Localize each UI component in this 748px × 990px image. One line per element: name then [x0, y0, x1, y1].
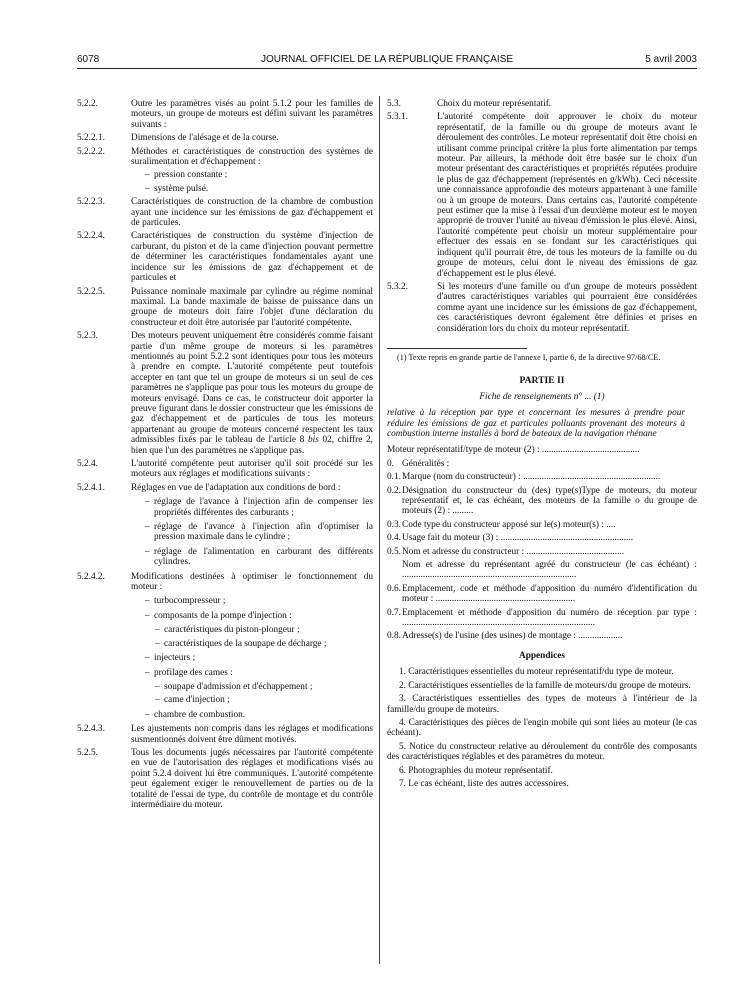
paragraph-text: Les ajustements non compris dans les réglages et modifications susmentionnés doivent être dûment motivés.	[131, 724, 373, 745]
appendix-item: 6. Photographies du moteur représentatif.	[399, 765, 553, 776]
form-text: Généralités :	[402, 458, 450, 469]
list-item: – système pulsé.	[145, 184, 373, 194]
part-title: PARTIE II	[519, 375, 565, 387]
paragraph-5-2-2-3	[77, 197, 373, 228]
page-header	[77, 54, 697, 68]
form-line-0-1	[387, 472, 697, 482]
list-item: – caractéristiques du piston-plongeur ;	[155, 625, 373, 635]
form-line-0	[387, 459, 697, 469]
column-divider	[379, 96, 380, 964]
paragraph-number: 5.2.2.4.	[77, 231, 105, 242]
paragraph-5-2-4-2	[77, 572, 373, 720]
paragraph-text: Des moteurs peuvent uniquement être considérés comme faisant partie d'un même groupe de moteurs si les paramètres mentionnés au point 5.2.2 sont identiques pour tous les moteurs à prendre en compte. L'autorité compétente peut toutefois accepter en tant que tel un groupe de moteurs si un seul de ces paramètres ne s'applique pas pour tous les moteurs du groupe de moteurs envisagé. Dans ce cas, le constructeur doit apporter la preuve figurant dans le dossier constructeur que les émissions de gaz d'échappement et de particules de tous les moteurs appartenant au groupe de moteurs concerné respectent les taux admissibles fixés par le tableau de l'article 8	[131, 331, 373, 446]
paragraph-number: 5.3.	[387, 99, 401, 109]
appendix-item: 3. Caractéristiques essentielles des types de moteurs à l'intérieur de la famille/du groupe de moteurs.	[387, 694, 697, 715]
paragraph-text: 02, chiffre 2, bien que l'un des paramètres ne s'applique pas.	[131, 435, 373, 456]
paragraph-text: Méthodes et caractéristiques de construction des systèmes de suralimentation et d'échappement :	[131, 146, 373, 168]
list-item: – réglage de l'avance à l'injection afin de compenser les propriétés différentes des carburants ;	[145, 497, 373, 518]
right-column	[387, 99, 697, 792]
paragraph-text: Caractéristiques de construction de la chambre de combustion ayant une incidence sur les émissions de gaz d'échappement et de particules.	[131, 197, 373, 229]
paragraph-number: 5.2.2.2.	[77, 146, 105, 157]
paragraph-text: Puissance nominale maximale par cylindre au régime nominal maximal. La bande maximale de baisse de puissance dans un groupe de moteurs doit faire l'objet d'une déclaration du constructeur et doit être autorisée par l'autorité compétente.	[131, 286, 373, 328]
form-text: Emplacement et méthode d'apposition du numéro de réception par type : ...................................................................................	[402, 607, 697, 629]
paragraph-text: L'autorité compétente peut autoriser qu'il soit procédé sur les moteurs aux réglages et modifications suivants :	[131, 459, 373, 480]
paragraph-number: 5.2.2.1.	[77, 133, 105, 144]
paragraph-text: Dimensions de l'alésage et de la course.	[131, 133, 279, 144]
header-rule	[77, 68, 697, 69]
appendices-heading: Appendices	[519, 650, 565, 661]
paragraph-text: Tous les documents jugés nécessaires par l'autorité compétente en vue de l'autorisation des réglages et modifications visés au point 5.2.4 doivent lui être communiqués. L'autorité compétente peut également exiger le renouvellement de parties ou de la totalité de l'essai de type, du contrôle de montage et du contrôle intermédiaire du moteur.	[131, 747, 373, 810]
paragraph-text: Caractéristiques de construction du système d'injection de carburant, du piston et de la came d'injection pouvant permettre de déterminer les caractéristiques fondamentales ayant une incidence sur les émissions de gaz d'échappement et de particules et	[131, 231, 373, 284]
paragraph-5-2-2-4	[77, 231, 373, 283]
paragraph-number: 5.3.2.	[387, 281, 408, 292]
paragraph-text: Modifications destinées à optimiser le fonctionnement du moteur :	[131, 571, 373, 593]
left-column	[77, 99, 373, 813]
form-number: 0.8.	[387, 631, 401, 642]
list-item: – soupape d'admission et d'échappement ;	[155, 682, 373, 692]
form-line-0-7	[387, 608, 697, 629]
form-number: 0.4.	[387, 533, 401, 544]
paragraph-5-2-2-2	[77, 147, 373, 195]
paragraph-5-3-2	[387, 282, 697, 334]
journal-title: JOURNAL OFFICIEL DE LA RÉPUBLIQUE FRANÇAISE	[260, 54, 514, 65]
list-item: – composants de la pompe d'injection :	[145, 611, 373, 621]
paragraph-number: 5.2.4.3.	[77, 724, 105, 735]
form-line-0-4	[387, 533, 697, 543]
form-text: Code type du constructeur apposé sur le(s) moteur(s) : ....	[402, 519, 616, 530]
footnote-rule	[387, 348, 527, 349]
paragraph-5-3-1	[387, 112, 697, 279]
paragraph-5-2-2-1	[77, 133, 373, 143]
paragraph-5-3	[387, 99, 697, 109]
form-number: 0.	[387, 458, 394, 469]
form-line-0-8	[387, 631, 697, 641]
form-line-0-6	[387, 584, 697, 605]
paragraph-number: 5.2.5.	[77, 747, 98, 758]
form-line-0-5	[387, 547, 697, 557]
form-line-0-3	[387, 520, 697, 530]
paragraph-number: 5.2.4.2.	[77, 571, 105, 582]
paragraph-number: 5.2.2.5.	[77, 286, 105, 297]
appendix-item: 7. Le cas échéant, liste des autres accessoires.	[399, 778, 569, 789]
form-text: Adresse(s) de l'usine (des usines) de montage : ...................	[402, 631, 623, 642]
paragraph-number: 5.2.3.	[77, 331, 98, 342]
appendix-item: 2. Caractéristiques essentielles de la famille de moteurs/du groupe de moteurs.	[399, 680, 691, 691]
form-line-0-2	[387, 486, 697, 517]
list-item: – caractéristiques de la soupape de décharge ;	[155, 639, 373, 649]
list-item: – pression constante ;	[145, 170, 373, 180]
paragraph-number: 5.2.4.	[77, 459, 98, 469]
form-number: 0.6.	[387, 583, 401, 594]
publication-date: 5 avril 2003	[645, 54, 697, 65]
paragraph-number: 5.2.2.3.	[77, 197, 105, 208]
page-number: 6078	[77, 54, 100, 65]
paragraph-text-italic: bis	[307, 435, 319, 446]
appendix-item: 4. Caractéristiques des pièces de l'engin mobile qui sont liées au moteur (le cas échéant).	[387, 717, 697, 739]
list-item: – chambre de combustion.	[145, 710, 373, 720]
form-text: Désignation du constructeur du (des) type(s)Type de moteurs, du moteur représentatif et, le cas échéant, des moteurs de la famille o du groupe de moteurs (2) : .........	[402, 485, 697, 517]
paragraph-5-2-2	[77, 99, 373, 130]
form-number: 0.5.	[387, 546, 401, 557]
form-text: Usage fait du moteur (3) : .........................................................	[402, 533, 634, 544]
form-subtitle: relative à la réception par type et concernant les mesures à prendre pour réduire les émissions de gaz et particules polluants provenant des moteurs à combustion interne installés à bord de bateaux de la navigation rhénane	[387, 408, 685, 439]
appendix-item: 5. Notice du constructeur relative au déroulement du contrôle des composants des caractéristiques réglables et des paramètres du moteur.	[387, 741, 697, 763]
paragraph-5-2-3	[77, 331, 373, 456]
list-item: – injecteurs ;	[145, 653, 373, 663]
appendix-item: 1. Caractéristiques essentielles du moteur représentatif/du type de moteur.	[399, 667, 674, 678]
list-item: – réglage de l'avance à l'injection afin d'optimiser la pression maximale dans le cylindre ;	[145, 522, 373, 543]
paragraph-5-2-4-3	[77, 724, 373, 745]
form-number: 0.1.	[387, 472, 401, 483]
form-text: Emplacement, code et méthode d'apposition du numéro d'identification du moteur : ............................................................	[402, 583, 697, 605]
paragraph-text: Choix du moteur représentatif.	[437, 99, 552, 109]
form-text: Nom et adresse du constructeur : ..........................................	[402, 546, 625, 557]
paragraph-5-2-2-5	[77, 287, 373, 329]
paragraph-text: Si les moteurs d'une famille ou d'un groupe de moteurs possèdent d'autres caractéristiques variables qui pourraient être considérées comme ayant une incidence sur les émissions de gaz d'échappement, ces caractéristiques devront également être définies et prises en considération lors du choix du moteur représentatif.	[437, 281, 697, 334]
form-number: 0.7.	[387, 607, 401, 618]
paragraph-text: L'autorité compétente doit approuver le choix du moteur représentatif, de la famille ou du groupe de moteurs avant le déroulement des contrôles. Le moteur représentatif doit être choisi en utilisant comme principal critère la plus forte alimentation par temps moteur. Par ailleurs, la méthode doit être basée sur le choix d'un moteur présentant des caractéristiques et propriétés réputées produire le plus de gaz d'échappement (représentés en g/kWh). Ceci nécessite une connaissance approfondie des moteurs appartenant à une famille ou à un groupe de moteurs. Dans certains cas, l'autorité compétente peut estimer que la mise à l'essai d'un deuxième moteur est le moyen approprié de trouver l'unité au niveau d'émission le plus élevé. Ainsi, l'autorité compétente peut choisir un moteur supplémentaire pour effectuer des essais en se fondant sur les caractéristiques qui indiquent qu'il pourrait être, de tous les moteurs de la famille ou du groupe de moteurs, celui dont le niveau des émissions de gaz d'échappement est le plus élevé.	[437, 112, 697, 279]
paragraph-5-2-5	[77, 748, 373, 810]
form-number: 0.3.	[387, 519, 401, 530]
form-title: Fiche de renseignements n° ... (1)	[479, 391, 605, 402]
paragraph-number: 5.3.1.	[387, 112, 408, 123]
list-item: – came d'injection ;	[155, 695, 373, 705]
paragraph-text: Outre les paramètres visés au point 5.1.2 pour les familles de moteurs, un groupe de moteurs est défini suivant les paramètres suivants :	[131, 99, 373, 130]
paragraph-number: 5.2.2.	[77, 99, 98, 109]
list-item: – réglage de l'alimentation en carburant des différents cylindres.	[145, 547, 373, 568]
list-item: – profilage des cames :	[145, 668, 373, 678]
paragraph-5-2-4	[77, 459, 373, 480]
paragraph-number: 5.2.4.1.	[77, 482, 105, 493]
list-item: – turbocompresseur ;	[145, 596, 373, 606]
form-line-0-5-representative: Nom et adresse du représentant agréé du constructeur (le cas échéant) : ...........................................................................	[402, 560, 697, 581]
paragraph-5-2-4-1	[77, 483, 373, 568]
footnote: (1) Texte repris en grande partie de l'annexe I, partie 6, de la directive 97/68/CE.	[397, 352, 661, 362]
form-line-representative-engine: Moteur représentatif/type de moteur (2) : ..........................................	[387, 445, 640, 456]
form-text: Marque (nom du constructeur) : ...........................................................	[402, 472, 661, 483]
form-number: 0.2.	[387, 485, 401, 496]
paragraph-text: Réglages en vue de l'adaptation aux conditions de bord :	[131, 482, 341, 493]
